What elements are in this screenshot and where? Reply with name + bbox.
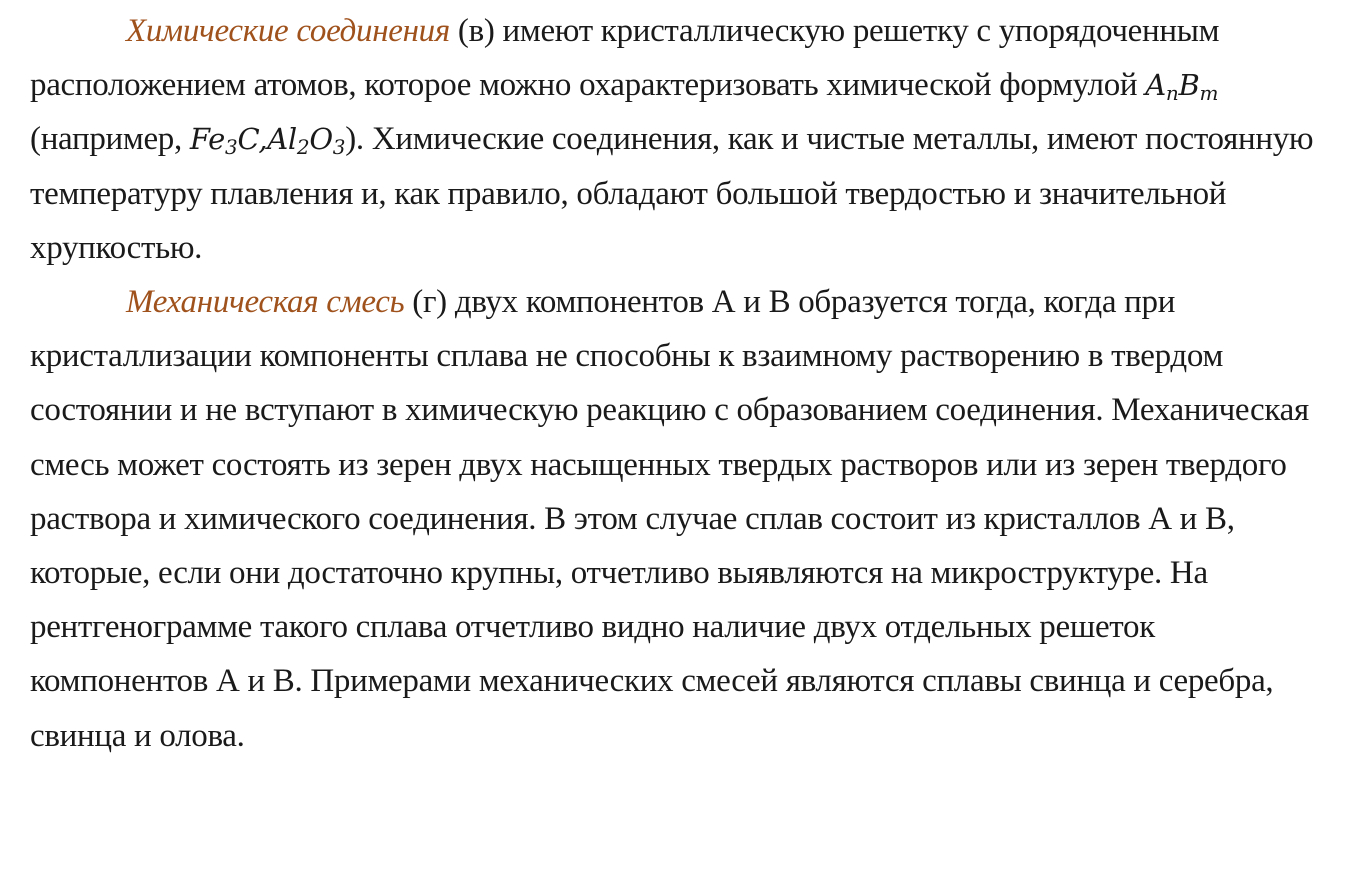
paragraph-chemical-compounds [30, 4, 1330, 275]
paragraph-text: (например, [30, 121, 190, 158]
formula-general: $A_nB_m$ [1145, 68, 1219, 106]
paragraph-mechanical-mixture [30, 275, 1330, 763]
paragraph-text: (в) имеют кристаллическую решетку с упорядоченным расположением атомов, которое можно охарактеризовать химической формулой [30, 13, 1220, 104]
paragraph-text: (г) двух компонентов А и В образуется тогда, когда при кристаллизации компоненты сплава не способны к взаимному растворению в твердом состоянии и не вступают в химическую реакцию с образованием соединения. Механическая смесь может состоять из зерен двух насыщенных твердых растворов или из зерен твердого раствора и химического соединения. В этом случае сплав состоит из кристаллов А и В, которые, если они достаточно крупны, отчетливо выявляются на микроструктуре. На рентгенограмме такого сплава отчетливо видно наличие двух отдельных решеток компонентов А и В. Примерами механических смесей являются сплавы свинца и серебра, свинца и олова. [30, 284, 1309, 754]
paragraph-text: ). Химические соединения, как и чистые металлы, имеют постоянную температуру плавления и, как правило, обладают большой твердостью и значительной хрупкостью. [30, 121, 1314, 266]
term-chemical-compounds: Химические соединения [126, 13, 450, 49]
formula-fe3c: $Fe_3C$ [189, 122, 259, 160]
formula-al2o3: $Al_2O_3$ [267, 122, 346, 160]
document-page [30, 4, 1330, 763]
term-mechanical-mixture: Механическая смесь [126, 284, 405, 321]
formula-separator: , [258, 122, 268, 157]
